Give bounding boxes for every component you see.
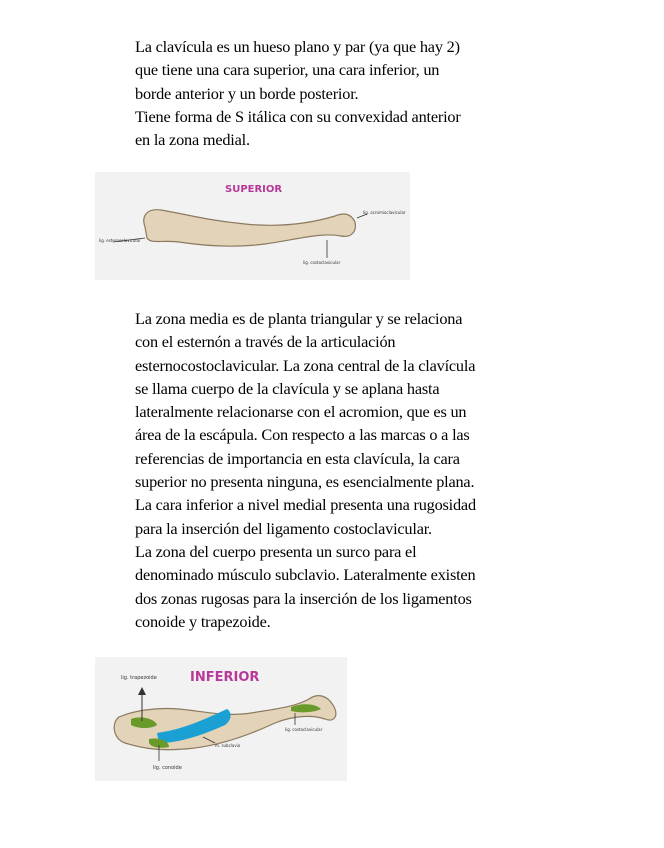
text-line: área de la escápula. Con respecto a las marcas o a las: [135, 425, 470, 445]
figure-title: INFERIOR: [190, 670, 260, 685]
figure-clavicle-inferior: [95, 657, 347, 781]
figure-title: SUPERIOR: [225, 184, 283, 195]
paragraph-description: [135, 307, 575, 633]
text-line: con el esternón a través de la articulación: [135, 332, 396, 352]
text-line: referencias de importancia en esta clavícula, la cara: [135, 448, 460, 468]
text-line: dos zonas rugosas para la inserción de los ligamentos: [135, 588, 472, 608]
text-line: lateralmente relacionarse con el acromion, que es un: [135, 402, 467, 422]
text-line: La cara inferior a nivel medial presenta una rugosidad: [135, 495, 476, 515]
label-middle: m. subclavio: [215, 743, 241, 748]
text-line: que tiene una cara superior, una cara inferior, un: [135, 60, 440, 80]
clavicle-bone: [144, 210, 356, 246]
text-line: La clavícula es un hueso plano y par (ya que hay 2): [135, 37, 460, 56]
label-right: lig. acromioclavicular: [363, 210, 406, 215]
text-line: Tiene forma de S itálica con su convexidad anterior: [135, 106, 461, 126]
clavicle-superior-drawing: [95, 172, 410, 280]
label-bottom-left: lig. conoide: [153, 765, 182, 771]
clavicle-inferior-drawing: [95, 657, 347, 781]
arrow-head-icon: [138, 687, 146, 695]
text-line: borde anterior y un borde posterior.: [135, 83, 359, 103]
label-left: lig. esternoclavicular: [99, 238, 141, 243]
text-line: se llama cuerpo de la clavícula y se aplana hasta: [135, 378, 440, 398]
text-line: superior no presenta ninguna, es esencialmente plana.: [135, 472, 475, 492]
label-right: lig. costoclavicular: [285, 727, 323, 732]
text-line: denominado músculo subclavio. Lateralmente existen: [135, 565, 476, 585]
text-line: La zona del cuerpo presenta un surco para el: [135, 541, 417, 561]
label-bottom: lig. costoclavicular: [303, 260, 341, 265]
text-line: conoide y trapezoide.: [135, 611, 271, 631]
figure-clavicle-superior: [95, 172, 410, 280]
paragraph-intro: [135, 35, 575, 151]
text-line: esternocostoclavicular. La zona central de la clavícula: [135, 355, 476, 375]
text-line: La zona media es de planta triangular y se relaciona: [135, 309, 463, 328]
text-line: para la inserción del ligamento costoclavicular.: [135, 518, 432, 538]
text-line: en la zona medial.: [135, 130, 250, 150]
label-top-left: lig. trapezoide: [121, 675, 157, 681]
